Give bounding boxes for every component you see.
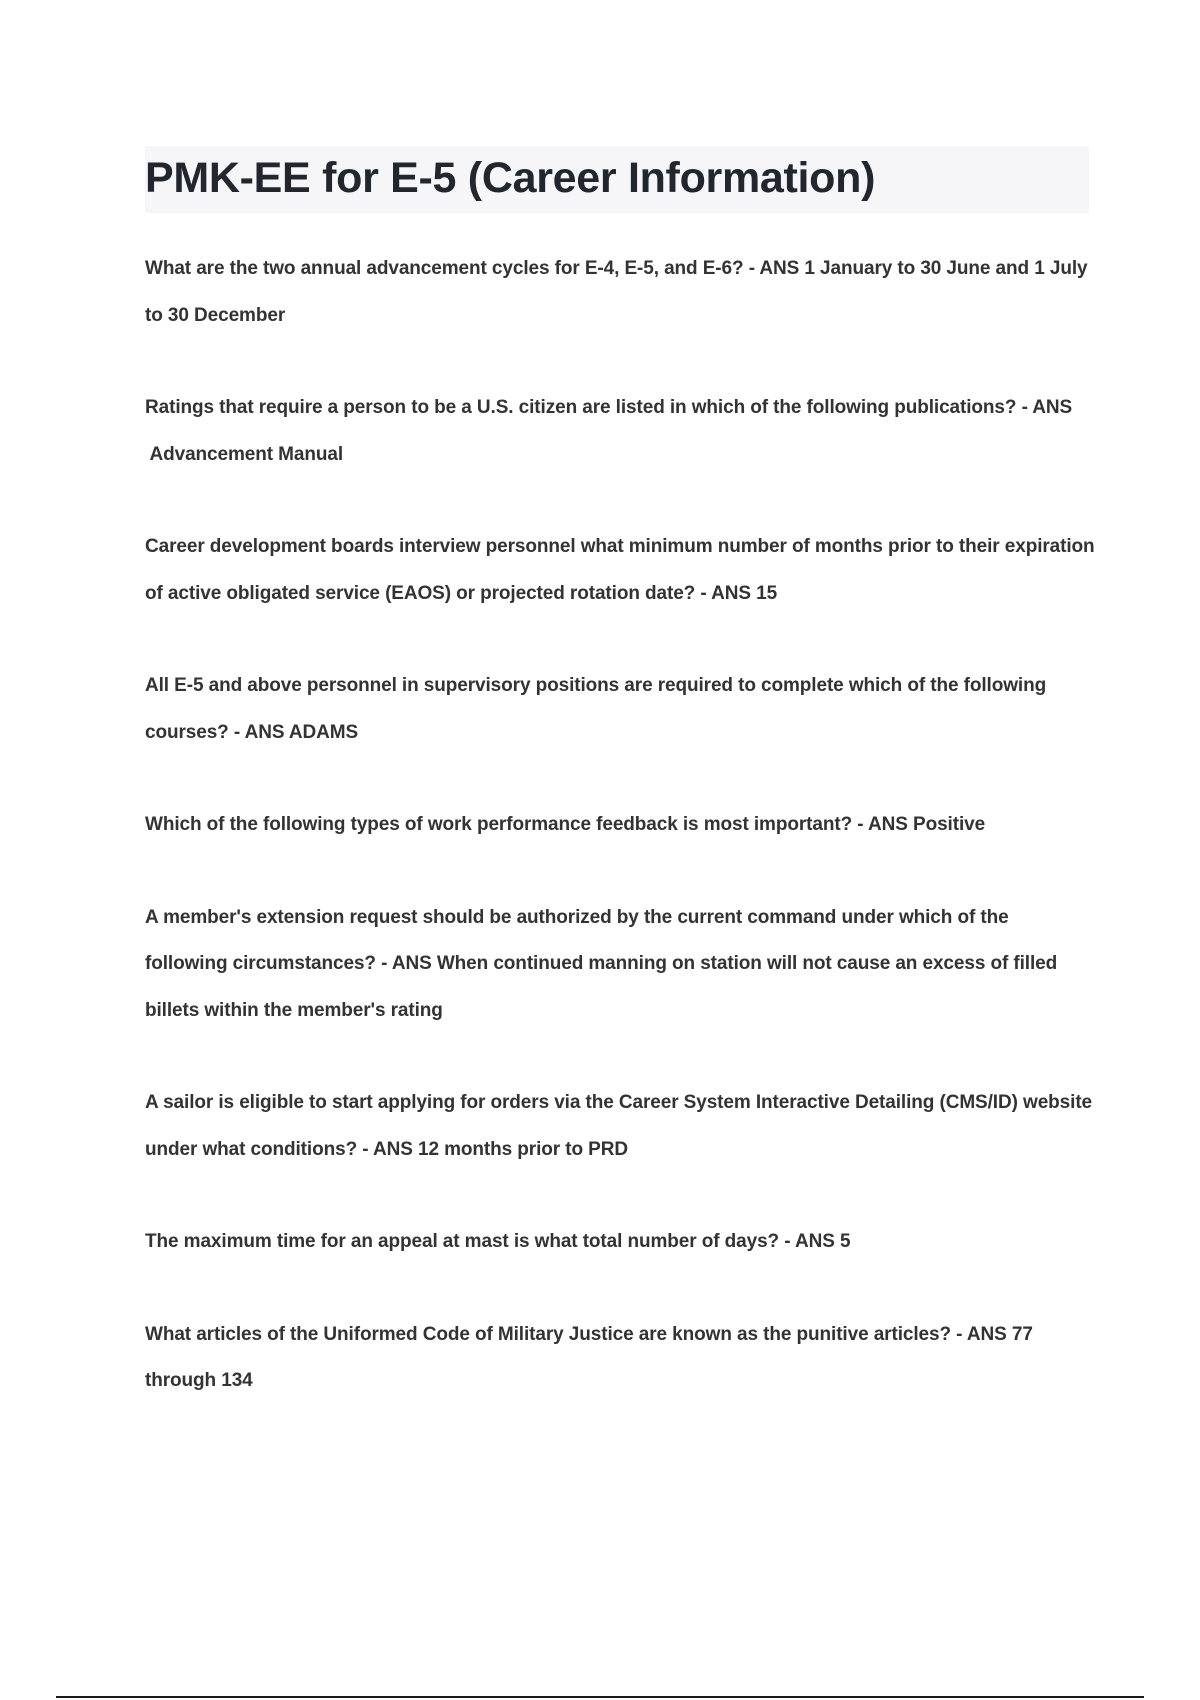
- answer-text: 15: [756, 582, 778, 604]
- answer-text: When continued manning on station will not cause an excess of filled billets within the member's rating: [145, 953, 1058, 1021]
- title-banner: [145, 146, 1089, 213]
- answer-text: 5: [839, 1231, 851, 1252]
- qa-item: [145, 663, 1095, 756]
- answer-prefix: - ANS: [1021, 397, 1073, 418]
- page-title: PMK-EE for E-5 (Career Information): [145, 154, 876, 202]
- qa-list: [145, 246, 1095, 1451]
- qa-item: [145, 1219, 1095, 1266]
- answer-prefix: - ANS: [956, 1323, 1007, 1345]
- answer-prefix: - ANS: [381, 953, 432, 974]
- footer-divider: [56, 1696, 1144, 1698]
- qa-item: [145, 895, 1095, 1035]
- answer-text: Advancement Manual: [149, 443, 344, 465]
- qa-item: [145, 246, 1095, 339]
- question-text: What are the two annual advancement cycles for E-4, E-5, and E-6?: [145, 258, 744, 279]
- answer-prefix: - ANS: [748, 258, 800, 279]
- answer-prefix: - ANS: [362, 1138, 413, 1160]
- question-text: The maximum time for an appeal at mast is what total number of days?: [145, 1231, 780, 1252]
- question-text: Career development boards interview personnel what minimum number of months prior to their expiration of active obligated service (EAOS) or projected rotation date?: [145, 536, 1095, 604]
- answer-text: Positive: [913, 814, 986, 835]
- question-text: A sailor is eligible to start applying for orders via the Career System Interactive Detailing (CMS/ID) website under what conditions?: [145, 1092, 1093, 1160]
- answer-prefix: - ANS: [700, 582, 751, 604]
- qa-item: [145, 802, 1095, 849]
- question-text: What articles of the Uniformed Code of Military Justice are known as the punitive articles?: [145, 1323, 951, 1345]
- answer-prefix: - ANS: [784, 1231, 835, 1252]
- answer-prefix: - ANS: [233, 721, 285, 743]
- answer-text: 12 months prior to PRD: [417, 1138, 628, 1160]
- qa-item: [145, 385, 1095, 478]
- question-text: Which of the following types of work performance feedback is most important?: [145, 814, 853, 835]
- answer-text: ADAMS: [288, 721, 359, 743]
- answer-text: 1 January to 30 June and 1 July to 30 December: [145, 258, 1088, 326]
- qa-item: [145, 524, 1095, 617]
- question-text: Ratings that require a person to be a U.S. citizen are listed in which of the following publications?: [145, 397, 1017, 418]
- question-text: All E-5 and above personnel in supervisory positions are required to complete which of the following courses?: [145, 675, 1047, 743]
- qa-item: [145, 1080, 1095, 1173]
- answer-text: 77 through 134: [145, 1323, 1033, 1391]
- qa-item: [145, 1312, 1095, 1405]
- answer-prefix: - ANS: [857, 814, 908, 835]
- question-text: A member's extension request should be authorized by the current command under which of the following circumstances?: [145, 906, 1009, 974]
